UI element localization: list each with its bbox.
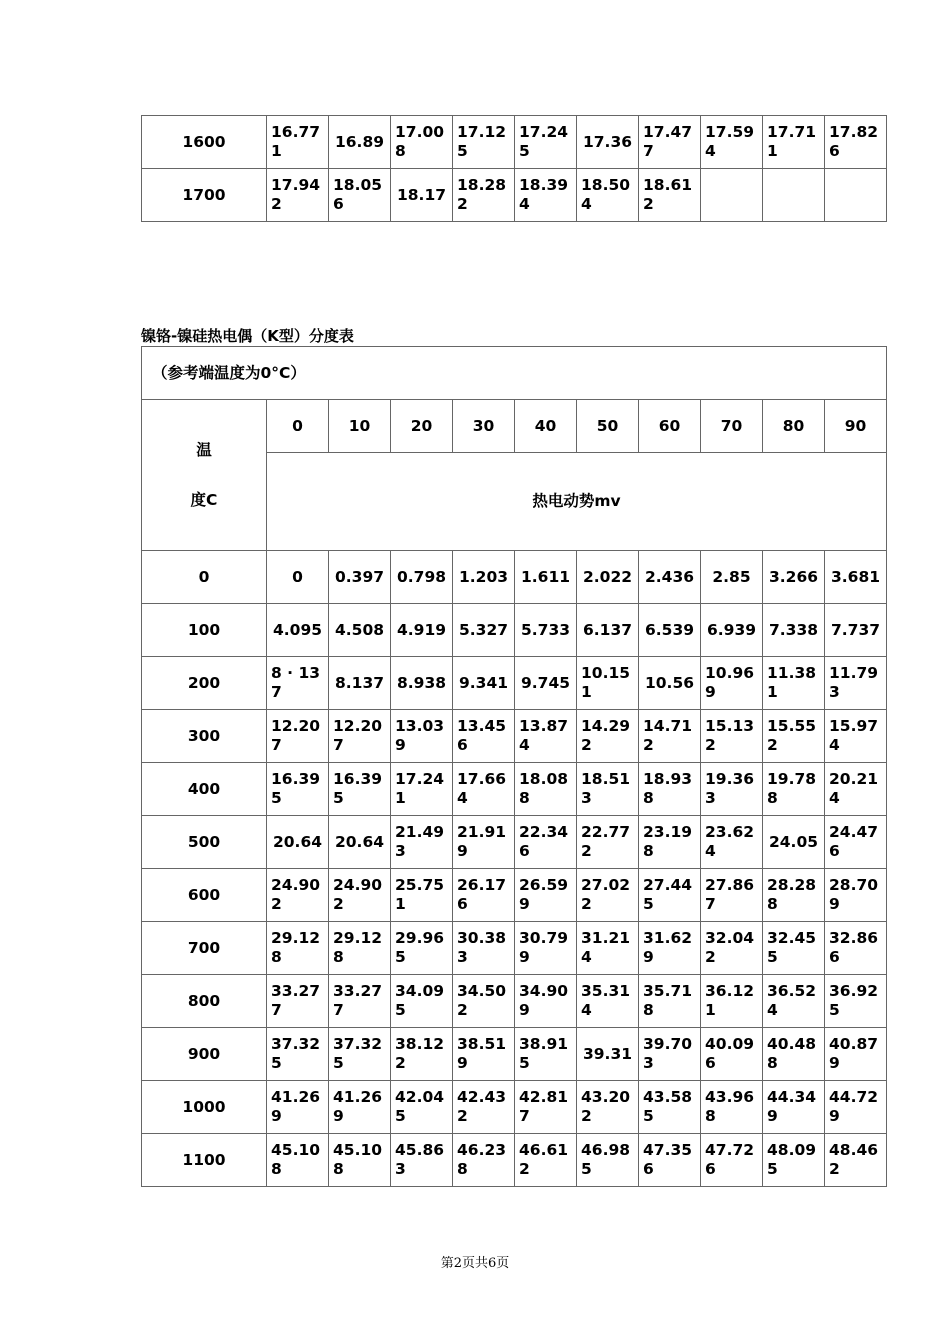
emf-value-cell: 46.985 xyxy=(577,1134,639,1187)
emf-value-cell xyxy=(763,169,825,222)
emf-value-cell: 24.476 xyxy=(825,816,887,869)
emf-value-cell: 17.826 xyxy=(825,116,887,169)
emf-value-cell: 5.733 xyxy=(515,604,577,657)
emf-value-cell: 40.488 xyxy=(763,1028,825,1081)
emf-value-cell: 34.095 xyxy=(391,975,453,1028)
temperature-header-line1: 温 xyxy=(196,441,212,459)
column-header: 10 xyxy=(329,400,391,453)
emf-value-cell: 8 · 137 xyxy=(267,657,329,710)
emf-value-cell: 0.397 xyxy=(329,551,391,604)
emf-value-cell: 9.745 xyxy=(515,657,577,710)
emf-value-cell: 42.045 xyxy=(391,1081,453,1134)
emf-value-cell: 31.214 xyxy=(577,922,639,975)
emf-value-cell: 47.356 xyxy=(639,1134,701,1187)
temperature-cell: 800 xyxy=(142,975,267,1028)
table-row xyxy=(142,922,887,975)
temperature-cell: 500 xyxy=(142,816,267,869)
emf-value-cell: 2.85 xyxy=(701,551,763,604)
emf-value-cell: 15.974 xyxy=(825,710,887,763)
emf-value-cell: 35.314 xyxy=(577,975,639,1028)
emf-value-cell: 17.477 xyxy=(639,116,701,169)
emf-value-cell: 26.176 xyxy=(453,869,515,922)
emf-value-cell: 46.612 xyxy=(515,1134,577,1187)
emf-value-cell: 25.751 xyxy=(391,869,453,922)
temperature-cell: 1000 xyxy=(142,1081,267,1134)
table-row xyxy=(142,657,887,710)
emf-value-cell: 32.866 xyxy=(825,922,887,975)
temperature-cell: 300 xyxy=(142,710,267,763)
table-row xyxy=(142,869,887,922)
emf-value-cell: 21.493 xyxy=(391,816,453,869)
emf-value-cell: 0.798 xyxy=(391,551,453,604)
table-row xyxy=(142,116,887,169)
emf-value-cell: 31.629 xyxy=(639,922,701,975)
temperature-cell: 700 xyxy=(142,922,267,975)
emf-value-cell: 10.56 xyxy=(639,657,701,710)
emf-value-cell: 18.394 xyxy=(515,169,577,222)
table-caption: 镍铬-镍硅热电偶（K型）分度表 xyxy=(141,327,354,345)
emf-value-cell: 4.095 xyxy=(267,604,329,657)
emf-value-cell: 43.202 xyxy=(577,1081,639,1134)
temperature-cell: 900 xyxy=(142,1028,267,1081)
reference-row xyxy=(142,347,887,400)
emf-value-cell: 16.395 xyxy=(267,763,329,816)
emf-value-cell: 39.703 xyxy=(639,1028,701,1081)
table-row xyxy=(142,975,887,1028)
emf-value-cell: 45.108 xyxy=(267,1134,329,1187)
emf-value-cell: 4.919 xyxy=(391,604,453,657)
k-type-thermocouple-table xyxy=(141,346,887,1187)
emf-value-cell: 27.867 xyxy=(701,869,763,922)
emf-value-cell: 17.664 xyxy=(453,763,515,816)
temperature-cell: 400 xyxy=(142,763,267,816)
emf-value-cell: 6.939 xyxy=(701,604,763,657)
table-row xyxy=(142,604,887,657)
page-footer: 第2页共6页 xyxy=(440,1256,510,1271)
emf-value-cell: 6.539 xyxy=(639,604,701,657)
emf-value-cell: 48.095 xyxy=(763,1134,825,1187)
emf-value-cell: 28.288 xyxy=(763,869,825,922)
emf-value-cell: 12.207 xyxy=(329,710,391,763)
emf-value-cell: 18.17 xyxy=(391,169,453,222)
table-row xyxy=(142,816,887,869)
column-header: 0 xyxy=(267,400,329,453)
emf-value-cell: 17.36 xyxy=(577,116,639,169)
emf-value-cell: 44.349 xyxy=(763,1081,825,1134)
table-row xyxy=(142,763,887,816)
emf-value-cell: 8.137 xyxy=(329,657,391,710)
emf-value-cell: 12.207 xyxy=(267,710,329,763)
emf-value-cell: 17.125 xyxy=(453,116,515,169)
emf-value-cell: 20.64 xyxy=(267,816,329,869)
emf-value-cell: 17.711 xyxy=(763,116,825,169)
emf-value-cell: 18.088 xyxy=(515,763,577,816)
temperature-cell: 600 xyxy=(142,869,267,922)
emf-value-cell: 20.64 xyxy=(329,816,391,869)
emf-value-cell: 19.788 xyxy=(763,763,825,816)
emf-value-cell: 3.266 xyxy=(763,551,825,604)
emf-value-cell: 5.327 xyxy=(453,604,515,657)
table-row xyxy=(142,1081,887,1134)
emf-value-cell: 16.395 xyxy=(329,763,391,816)
emf-value-cell: 16.771 xyxy=(267,116,329,169)
emf-value-cell: 7.338 xyxy=(763,604,825,657)
emf-value-cell: 46.238 xyxy=(453,1134,515,1187)
table-row xyxy=(142,169,887,222)
emf-value-cell: 0 xyxy=(267,551,329,604)
emf-value-cell: 45.108 xyxy=(329,1134,391,1187)
emf-value-cell xyxy=(825,169,887,222)
temperature-header xyxy=(142,400,267,551)
emf-value-cell: 40.879 xyxy=(825,1028,887,1081)
column-header: 70 xyxy=(701,400,763,453)
emf-value-cell: 8.938 xyxy=(391,657,453,710)
emf-value-cell: 16.89 xyxy=(329,116,391,169)
column-header: 50 xyxy=(577,400,639,453)
emf-value-cell: 22.346 xyxy=(515,816,577,869)
table-row xyxy=(142,1134,887,1187)
emf-value-cell: 17.942 xyxy=(267,169,329,222)
emf-value-cell: 18.056 xyxy=(329,169,391,222)
emf-value-cell: 9.341 xyxy=(453,657,515,710)
emf-value-cell: 13.456 xyxy=(453,710,515,763)
emf-value-cell: 30.799 xyxy=(515,922,577,975)
emf-value-cell: 41.269 xyxy=(267,1081,329,1134)
emf-value-cell: 21.919 xyxy=(453,816,515,869)
emf-value-cell: 13.874 xyxy=(515,710,577,763)
emf-value-cell: 14.292 xyxy=(577,710,639,763)
emf-value-cell: 42.817 xyxy=(515,1081,577,1134)
emf-value-cell: 17.594 xyxy=(701,116,763,169)
emf-value-cell: 30.383 xyxy=(453,922,515,975)
emf-value-cell: 41.269 xyxy=(329,1081,391,1134)
emf-value-cell: 28.709 xyxy=(825,869,887,922)
column-header: 40 xyxy=(515,400,577,453)
emf-value-cell: 19.363 xyxy=(701,763,763,816)
emf-value-cell: 2.022 xyxy=(577,551,639,604)
emf-value-cell: 17.241 xyxy=(391,763,453,816)
temperature-cell: 0 xyxy=(142,551,267,604)
emf-value-cell: 7.737 xyxy=(825,604,887,657)
temperature-cell: 1600 xyxy=(142,116,267,169)
emf-value-cell: 36.524 xyxy=(763,975,825,1028)
emf-value-cell: 10.969 xyxy=(701,657,763,710)
emf-value-cell: 38.122 xyxy=(391,1028,453,1081)
column-header: 60 xyxy=(639,400,701,453)
table-row xyxy=(142,710,887,763)
emf-value-cell xyxy=(701,169,763,222)
column-header-row xyxy=(142,400,887,453)
emf-value-cell: 29.965 xyxy=(391,922,453,975)
emf-value-cell: 33.277 xyxy=(329,975,391,1028)
emf-value-cell: 40.096 xyxy=(701,1028,763,1081)
emf-value-cell: 43.968 xyxy=(701,1081,763,1134)
emf-value-cell: 4.508 xyxy=(329,604,391,657)
thermocouple-table-continued xyxy=(141,115,887,222)
emf-value-cell: 42.432 xyxy=(453,1081,515,1134)
emf-value-cell: 37.325 xyxy=(329,1028,391,1081)
emf-value-cell: 17.245 xyxy=(515,116,577,169)
table-row xyxy=(142,551,887,604)
emf-value-cell: 24.902 xyxy=(267,869,329,922)
column-header: 20 xyxy=(391,400,453,453)
emf-value-cell: 26.599 xyxy=(515,869,577,922)
emf-value-cell: 45.863 xyxy=(391,1134,453,1187)
emf-value-cell: 2.436 xyxy=(639,551,701,604)
emf-value-cell: 38.519 xyxy=(453,1028,515,1081)
emf-value-cell: 20.214 xyxy=(825,763,887,816)
emf-value-cell: 17.008 xyxy=(391,116,453,169)
emf-value-cell: 18.513 xyxy=(577,763,639,816)
temperature-cell: 200 xyxy=(142,657,267,710)
emf-value-cell: 29.128 xyxy=(267,922,329,975)
emf-value-cell: 29.128 xyxy=(329,922,391,975)
emf-value-cell: 18.504 xyxy=(577,169,639,222)
reference-note: （参考端温度为0°C） xyxy=(142,347,887,400)
emf-value-cell: 48.462 xyxy=(825,1134,887,1187)
emf-value-cell: 37.325 xyxy=(267,1028,329,1081)
emf-value-cell: 3.681 xyxy=(825,551,887,604)
emf-value-cell: 34.909 xyxy=(515,975,577,1028)
emf-value-cell: 18.282 xyxy=(453,169,515,222)
emf-value-cell: 11.793 xyxy=(825,657,887,710)
emf-value-cell: 36.925 xyxy=(825,975,887,1028)
emf-value-cell: 47.726 xyxy=(701,1134,763,1187)
emf-value-cell: 38.915 xyxy=(515,1028,577,1081)
emf-value-cell: 18.612 xyxy=(639,169,701,222)
emf-value-cell: 14.712 xyxy=(639,710,701,763)
emf-value-cell: 15.132 xyxy=(701,710,763,763)
emf-value-cell: 34.502 xyxy=(453,975,515,1028)
emf-value-cell: 1.611 xyxy=(515,551,577,604)
emf-value-cell: 1.203 xyxy=(453,551,515,604)
emf-value-cell: 36.121 xyxy=(701,975,763,1028)
temperature-cell: 1100 xyxy=(142,1134,267,1187)
emf-value-cell: 32.455 xyxy=(763,922,825,975)
emf-value-cell: 15.552 xyxy=(763,710,825,763)
emf-value-cell: 13.039 xyxy=(391,710,453,763)
emf-value-cell: 23.198 xyxy=(639,816,701,869)
emf-value-cell: 39.31 xyxy=(577,1028,639,1081)
temperature-cell: 1700 xyxy=(142,169,267,222)
emf-value-cell: 35.718 xyxy=(639,975,701,1028)
emf-value-cell: 32.042 xyxy=(701,922,763,975)
emf-value-cell: 23.624 xyxy=(701,816,763,869)
emf-value-cell: 6.137 xyxy=(577,604,639,657)
emf-value-cell: 11.381 xyxy=(763,657,825,710)
emf-value-cell: 44.729 xyxy=(825,1081,887,1134)
emf-value-cell: 22.772 xyxy=(577,816,639,869)
emf-value-cell: 10.151 xyxy=(577,657,639,710)
table-row xyxy=(142,1028,887,1081)
emf-value-cell: 33.277 xyxy=(267,975,329,1028)
emf-value-cell: 24.05 xyxy=(763,816,825,869)
column-header: 80 xyxy=(763,400,825,453)
temperature-cell: 100 xyxy=(142,604,267,657)
temperature-header-line2: 度C xyxy=(190,491,218,509)
emf-label: 热电动势mv xyxy=(267,453,887,551)
emf-value-cell: 43.585 xyxy=(639,1081,701,1134)
emf-value-cell: 18.938 xyxy=(639,763,701,816)
column-header: 90 xyxy=(825,400,887,453)
emf-value-cell: 27.445 xyxy=(639,869,701,922)
emf-value-cell: 24.902 xyxy=(329,869,391,922)
emf-value-cell: 27.022 xyxy=(577,869,639,922)
column-header: 30 xyxy=(453,400,515,453)
